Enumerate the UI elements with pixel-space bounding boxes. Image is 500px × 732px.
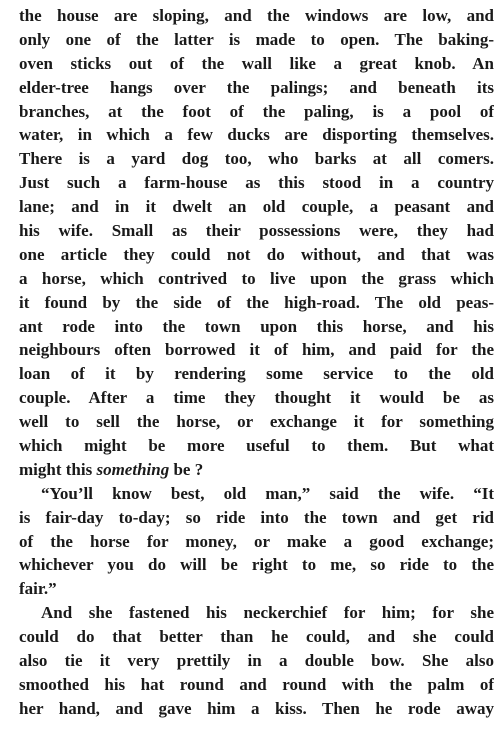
text-line: “You’ll know best, old man,” said the wife. “It	[41, 483, 494, 503]
text-line: loan of it by rendering some service to the old	[19, 364, 494, 384]
text-line: smoothed his hat round and round with the palm of	[19, 674, 494, 694]
text-line: water, in which a few ducks are disporting themselves.	[19, 125, 494, 145]
text-line: And she fastened his neckerchief for him; for she	[41, 603, 494, 623]
text-line: her hand, and gave him a kiss. Then he rode away	[19, 698, 494, 718]
text-line: branches, at the foot of the paling, is a pool of	[19, 101, 494, 121]
text-line: There is a yard dog too, who barks at all comers.	[19, 149, 494, 169]
text-line: also tie it very prettily in a double bow. She also	[19, 651, 494, 671]
text-line: only one of the latter is made to open. The baking-	[19, 29, 494, 49]
text-line: neighbours often borrowed it of him, and paid for the	[19, 340, 494, 360]
text-line: his wife. Small as their possessions were, they had	[19, 221, 494, 241]
text-line: one article they could not do without, and that was	[19, 244, 494, 264]
line-text-after: be ?	[169, 459, 204, 479]
text-line: Just such a farm-house as this stood in a country	[19, 173, 494, 193]
text-line: could do that better than he could, and she could	[19, 627, 494, 647]
text-line: it found by the side of the high-road. The old peas-	[19, 292, 494, 312]
text-line: oven sticks out of the wall like a great knob. An	[19, 53, 494, 73]
text-line: of the horse for money, or make a good exchange;	[19, 531, 494, 551]
text-line: well to sell the horse, or exchange it for something	[19, 412, 494, 432]
line-text-before: might this	[19, 459, 97, 479]
text-line: is fair-day to-day; so ride into the town and get rid	[19, 507, 494, 527]
text-line: elder-tree hangs over the palings; and beneath its	[19, 77, 494, 97]
text-line	[19, 458, 494, 482]
text-line: whichever you do will be right to me, so ride to the	[19, 555, 494, 575]
text-line: ant rode into the town upon this horse, and his	[19, 316, 494, 336]
text-line: the house are sloping, and the windows are low, and	[19, 6, 494, 25]
text-line: lane; and in it dwelt an old couple, a peasant and	[19, 197, 494, 217]
text-line: couple. After a time they thought it would be as	[19, 388, 494, 408]
text-line: which might be more useful to them. But what	[19, 436, 494, 456]
text-line: fair.”	[19, 579, 57, 599]
italic-word: something	[96, 459, 170, 479]
text-line: a horse, which contrived to live upon the grass which	[19, 268, 494, 288]
